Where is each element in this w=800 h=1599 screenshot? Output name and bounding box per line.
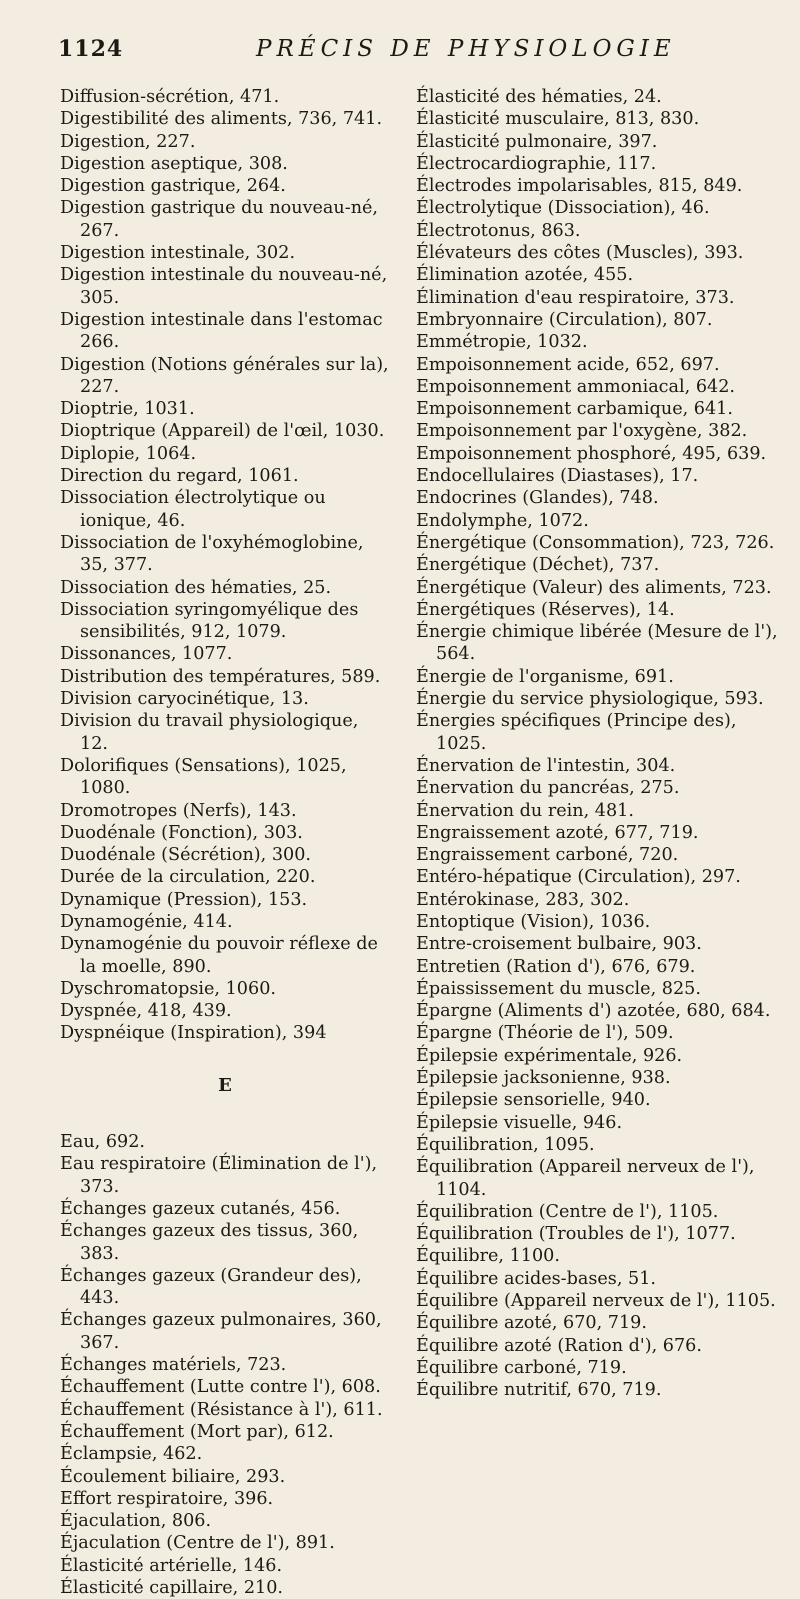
index-entry: Engraissement azoté, 677, 719. xyxy=(416,822,699,843)
index-entry: Équilibre (Appareil nerveux de l'), 1105. xyxy=(416,1291,776,1312)
index-entry: Équilibre nutritif, 670, 719. xyxy=(416,1380,662,1401)
index-entry: Équilibre azoté, 670, 719. xyxy=(416,1313,647,1334)
index-entry: Dissociation électrolytique ou ionique, 46. xyxy=(60,488,326,531)
index-entry: Équilibration (Troubles de l'), 1077. xyxy=(416,1224,736,1245)
index-entry: Énergies spécifiques (Principe des), 1025. xyxy=(416,711,737,754)
index-entry: Distribution des températures, 589. xyxy=(60,666,381,687)
index-entry: Dynamique (Pression), 153. xyxy=(60,889,308,910)
running-title: PRÉCIS DE PHYSIOLOGIE xyxy=(256,36,676,62)
index-entry: Énergie de l'organisme, 691. xyxy=(416,666,674,687)
index-entry: Eau, 692. xyxy=(60,1132,146,1153)
index-entry: Digestion gastrique, 264. xyxy=(60,176,286,197)
index-entry: Électrocardiographie, 117. xyxy=(416,153,657,174)
index-entry: Épargne (Théorie de l'), 509. xyxy=(416,1023,674,1044)
index-entry: Épilepsie sensorielle, 940. xyxy=(416,1090,651,1111)
index-entry: Élasticité des hématies, 24. xyxy=(416,87,662,107)
index-entry: Empoisonnement ammoniacal, 642. xyxy=(416,376,736,397)
index-entry: Digestion intestinale dans l'estomac 266. xyxy=(60,309,383,353)
index-entry: Digestion aseptique, 308. xyxy=(60,153,288,174)
index-entry: Échanges gazeux pulmonaires, 360, 367. xyxy=(60,1310,382,1353)
index-entry: Entéro-hépatique (Circulation), 297. xyxy=(416,867,741,888)
index-entry: Équilibre azoté (Ration d'), 676. xyxy=(416,1335,702,1356)
index-entry: Échanges gazeux des tissus, 360, 383. xyxy=(60,1221,359,1264)
section-letter-heading: E xyxy=(218,1074,232,1096)
index-entry: Dynamogénie, 414. xyxy=(60,911,233,932)
index-entry: Électrodes impolarisables, 815, 849. xyxy=(416,176,743,197)
index-entry: Échanges gazeux (Grandeur des), 443. xyxy=(60,1265,362,1309)
index-entry: Entretien (Ration d'), 676, 679. xyxy=(416,956,696,977)
index-entry: Énervation du pancréas, 275. xyxy=(416,778,680,799)
index-entry: Empoisonnement carbamique, 641. xyxy=(416,399,733,420)
index-entry: Dolorifiques (Sensations), 1025, 1080. xyxy=(60,755,347,799)
index-entry: Emmétropie, 1032. xyxy=(416,332,588,353)
index-entry: Énervation de l'intestin, 304. xyxy=(416,755,676,776)
index-column-left xyxy=(60,86,390,1599)
index-entry: Énergétiques (Réserves), 14. xyxy=(416,599,675,620)
index-entry: Énergétique (Consommation), 723, 726. xyxy=(416,532,775,553)
index-entry: Énergie chimique libérée (Mesure de l'), 564. xyxy=(416,622,778,665)
index-column-right xyxy=(416,86,792,1402)
index-entry: Effort respiratoire, 396. xyxy=(60,1488,274,1509)
index-entry: Échauffement (Mort par), 612. xyxy=(60,1421,334,1442)
index-entry: Épilepsie expérimentale, 926. xyxy=(416,1045,683,1066)
index-entry: Empoisonnement phosphoré, 495, 639. xyxy=(416,443,767,464)
index-entry: Embryonnaire (Circulation), 807. xyxy=(416,309,713,330)
index-entry: Équilibre, 1100. xyxy=(416,1246,560,1267)
index-entry: Écoulement biliaire, 293. xyxy=(60,1466,286,1487)
index-entry: Éclampsie, 462. xyxy=(60,1444,203,1465)
index-entry: Endocrines (Glandes), 748. xyxy=(416,488,659,509)
index-entry: Endocellulaires (Diastases), 17. xyxy=(416,466,699,487)
index-entry: Épaississement du muscle, 825. xyxy=(416,978,701,999)
page-header xyxy=(0,36,800,72)
index-entry: Équilibre acides-bases, 51. xyxy=(416,1268,656,1289)
index-entry: Élimination d'eau respiratoire, 373. xyxy=(416,287,735,308)
index-entry: Engraissement carboné, 720. xyxy=(416,845,679,866)
index-entry: Équilibration (Appareil nerveux de l'), 1104. xyxy=(416,1157,755,1200)
index-entry: Équilibration (Centre de l'), 1105. xyxy=(416,1201,719,1222)
index-entry: Échauffement (Lutte contre l'), 608. xyxy=(60,1377,381,1398)
index-entry: Dynamogénie du pouvoir réflexe de la moelle, 890. xyxy=(60,934,378,977)
index-entry: Entre-croisement bulbaire, 903. xyxy=(416,934,702,955)
index-entry: Digestion (Notions générales sur la), 227. xyxy=(60,354,389,397)
index-entry: Énergétique (Déchet), 737. xyxy=(416,555,660,576)
index-entry: Épilepsie jacksonienne, 938. xyxy=(416,1068,671,1089)
index-entry: Élasticité artérielle, 146. xyxy=(60,1555,283,1576)
index-entry: Dromotropes (Nerfs), 143. xyxy=(60,800,297,821)
index-entry: Duodénale (Fonction), 303. xyxy=(60,822,303,843)
index-entry: Électrotonus, 863. xyxy=(416,220,581,241)
index-entry: Dioptrique (Appareil) de l'œil, 1030. xyxy=(60,421,385,442)
index-entry: Élévateurs des côtes (Muscles), 393. xyxy=(416,243,744,264)
page-number: 1124 xyxy=(58,36,124,62)
index-entry: Épilepsie visuelle, 946. xyxy=(416,1112,623,1133)
index-entry: Énergétique (Valeur) des aliments, 723. xyxy=(416,577,772,598)
index-entry: Duodénale (Sécrétion), 300. xyxy=(60,845,312,866)
index-entry: Éjaculation (Centre de l'), 891. xyxy=(60,1533,335,1554)
index-entry: Électrolytique (Dissociation), 46. xyxy=(416,198,710,219)
index-entry: Endolymphe, 1072. xyxy=(416,510,589,531)
index-entry: Dyschromatopsie, 1060. xyxy=(60,978,276,999)
index-entry: Élasticité capillaire, 210. xyxy=(60,1578,284,1598)
index-entry: Dioptrie, 1031. xyxy=(60,399,195,420)
index-entry: Digestion, 227. xyxy=(60,131,196,152)
index-entry: Empoisonnement acide, 652, 697. xyxy=(416,354,720,375)
index-entry: Digestibilité des aliments, 736, 741. xyxy=(60,109,383,130)
index-entry: Dissociation de l'oxyhémoglobine, 35, 377. xyxy=(60,532,364,576)
index-entry: Division du travail physiologique, 12. xyxy=(60,711,359,754)
index-entry: Échauffement (Résistance à l'), 611. xyxy=(60,1399,383,1420)
index-entry: Dissociation des hématies, 25. xyxy=(60,577,332,598)
index-entry: Échanges gazeux cutanés, 456. xyxy=(60,1198,341,1219)
index-entry: Équilibre carboné, 719. xyxy=(416,1357,627,1378)
index-entry: Digestion intestinale, 302. xyxy=(60,243,296,264)
index-entry: Énervation du rein, 481. xyxy=(416,800,634,821)
index-entry: Élasticité pulmonaire, 397. xyxy=(416,131,658,152)
index-entry: Dissociation syringomyélique des sensibilités, 912, 1079. xyxy=(60,599,359,643)
index-entry: Diffusion-sécrétion, 471. xyxy=(60,87,280,107)
index-entry: Équilibration, 1095. xyxy=(416,1134,595,1155)
index-entry: Énergie du service physiologique, 593. xyxy=(416,689,764,710)
index-entry: Élasticité musculaire, 813, 830. xyxy=(416,109,700,130)
index-entry: Épargne (Aliments d') azotée, 680, 684. xyxy=(416,1001,771,1022)
index-entry: Élimination azotée, 455. xyxy=(416,265,634,286)
index-entry: Échanges matériels, 723. xyxy=(60,1355,287,1376)
index-entry: Dyspnéique (Inspiration), 394 xyxy=(60,1023,327,1044)
index-entry: Entérokinase, 283, 302. xyxy=(416,889,630,910)
index-entry: Éjaculation, 806. xyxy=(60,1511,212,1532)
index-entry: Division caryocinétique, 13. xyxy=(60,689,309,710)
index-entry: Digestion intestinale du nouveau-né, 305. xyxy=(60,265,388,308)
index-entry: Dyspnée, 418, 439. xyxy=(60,1001,232,1022)
index-entry: Eau respiratoire (Élimination de l'), 373. xyxy=(60,1154,378,1197)
index-entry: Digestion gastrique du nouveau-né, 267. xyxy=(60,198,379,241)
index-entry: Empoisonnement par l'oxygène, 382. xyxy=(416,421,748,442)
index-entry: Diplopie, 1064. xyxy=(60,443,197,464)
index-entry: Direction du regard, 1061. xyxy=(60,466,299,487)
index-entry: Dissonances, 1077. xyxy=(60,644,233,665)
index-entry: Durée de la circulation, 220. xyxy=(60,867,316,888)
index-entry: Entoptique (Vision), 1036. xyxy=(416,911,651,932)
